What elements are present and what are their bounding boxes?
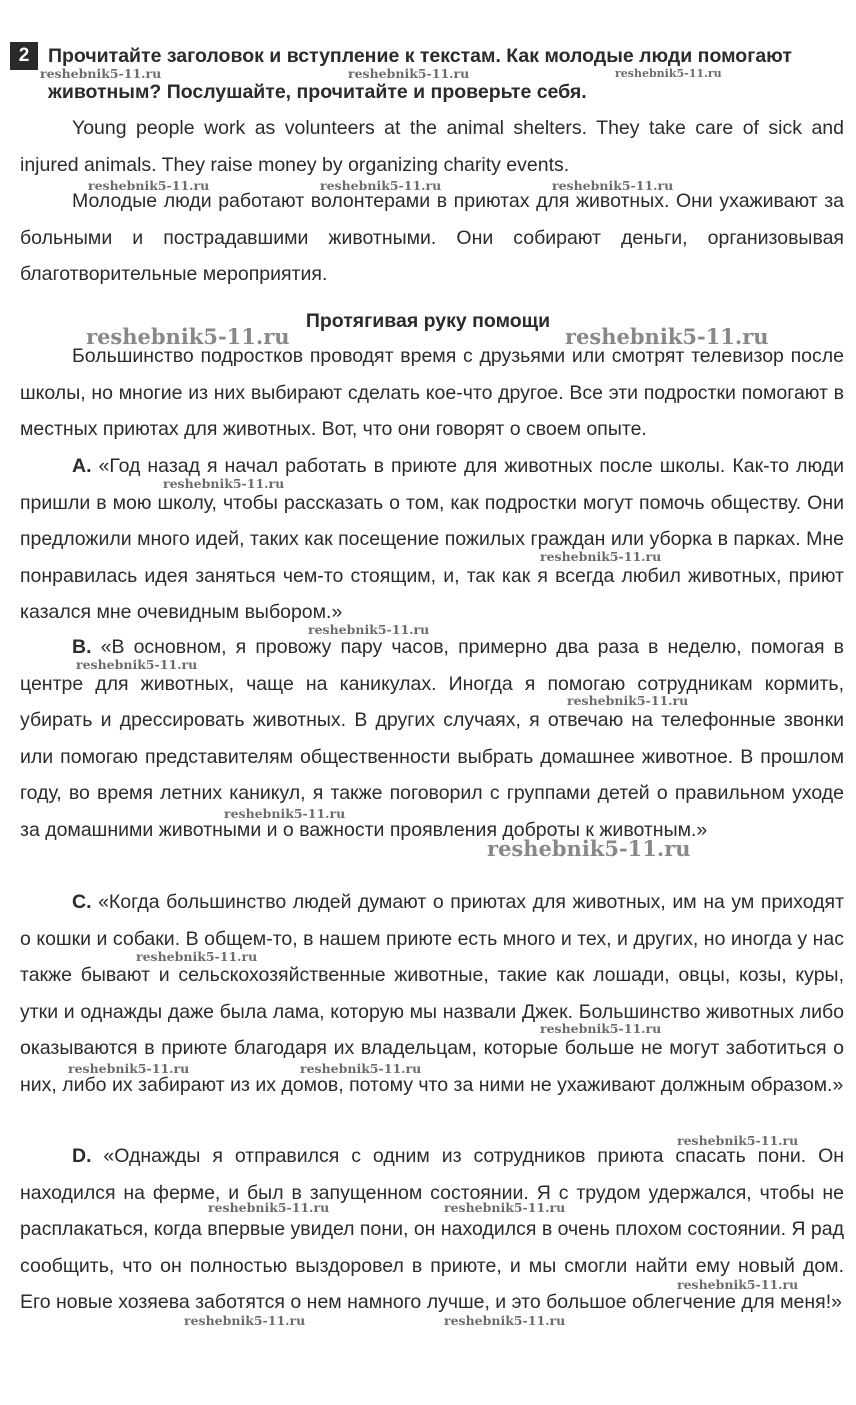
watermark: reshebnik5-11.ru [677,1277,799,1292]
watermark: reshebnik5-11.ru [208,1200,330,1215]
task-instruction: Прочитайте заголовок и вступление к текстам. Как молодые люди помогают животным? Послушайте, прочитайте и проверьте себя. [48,45,792,103]
section-text: «В основном, я провожу пару часов, примерно два раза в неделю, помогая в центре для животных, чаще на каникулах. Иногда я помогаю сотрудникам кормить, убирать и дрессировать животных. В других случаях, я отвечаю на телефонные звонки или помогаю представителям общественности выбрать домашнее животное. В прошлом году, во время летних каникул, я также поговорил с группами детей о правильном уходе за домашними животными и о важности проявления доброты к животным.» [20,636,844,841]
watermark: reshebnik5-11.ru [76,657,198,672]
section-letter: D. [72,1145,92,1167]
watermark: reshebnik5-11.ru [308,622,430,637]
watermark: reshebnik5-11.ru [552,178,674,193]
section-letter: A. [72,455,92,477]
task-number-badge: 2 [10,42,38,70]
watermark: reshebnik5-11.ru [40,66,162,81]
section-a [20,448,844,631]
intro-english: Young people work as volunteers at the animal shelters. They take care of sick and injured animals. They raise money by organizing charity events. [20,117,844,176]
watermark: reshebnik5-11.ru [444,1313,566,1328]
article-title: Протягивая руку помощи [305,310,551,332]
watermark: reshebnik5-11.ru [677,1133,799,1148]
watermark: reshebnik5-11.ru [88,178,210,193]
watermark: reshebnik5-11.ru [567,693,689,708]
watermark: reshebnik5-11.ru [163,476,285,491]
watermark: reshebnik5-11.ru [565,324,769,349]
article-intro: Большинство подростков проводят время с друзьями или смотрят телевизор после школы, но многие из них выбирают сделать кое-что другое. Все эти подростки помогают в местных приютах для животных. Вот, что они говорят о своем опыте. [20,345,844,440]
section-letter: C. [72,891,92,913]
section-text: «Год назад я начал работать в приюте для животных после школы. Как-то люди пришли в мою школу, чтобы рассказать о том, как подростки могут помочь обществу. Они предложили много идей, таких как посещение пожилых граждан или уборка в парках. Мне понравилась идея заняться чем-то стоящим, и, так как я всегда любил животных, приют казался мне очевидным выбором.» [20,455,845,623]
watermark: reshebnik5-11.ru [184,1313,306,1328]
watermark: reshebnik5-11.ru [348,66,470,81]
watermark: reshebnik5-11.ru [487,836,691,861]
watermark: reshebnik5-11.ru [320,178,442,193]
section-text: «Однажды я отправился с одним из сотрудников приюта спасать пони. Он находился на ферме, и был в запущенном состоянии. Я с трудом удержался, чтобы не расплакаться, когда впервые увидел пони, он находился в очень плохом состоянии. Я рад сообщить, что он полностью выздоровел в приюте, и мы смогли найти ему новый дом. Его новые хозяева заботятся о нем намного лучше, и это большое облегчение для меня!» [20,1145,845,1313]
watermark: reshebnik5-11.ru [86,324,290,349]
section-d [20,1138,844,1321]
section-text: «Когда большинство людей думают о приютах для животных, им на ум приходят о кошки и собаки. В общем-то, в нашем приюте есть много и тех, и других, но иногда у нас также бывают и сельскохозяйственные животные, такие как лошади, овцы, козы, куры, утки и однажды даже была лама, которую мы назвали Джек. Большинство животных либо оказываются в приюте благодаря их владельцам, которые больше не могут заботиться о них, либо их забирают из их домов, потому что за ними не ухаживают должным образом.» [20,891,845,1096]
section-letter: B. [72,636,92,658]
watermark: reshebnik5-11.ru [615,67,722,80]
watermark: reshebnik5-11.ru [540,549,662,564]
watermark: reshebnik5-11.ru [444,1200,566,1215]
watermark: reshebnik5-11.ru [68,1061,190,1076]
watermark: reshebnik5-11.ru [300,1061,422,1076]
watermark: reshebnik5-11.ru [224,806,346,821]
watermark: reshebnik5-11.ru [136,949,258,964]
intro-russian: Молодые люди работают волонтерами в приютах для животных. Они ухаживают за больными и пострадавшими животными. Они собирают деньги, организовывая благотворительные мероприятия. [20,190,844,285]
watermark: reshebnik5-11.ru [540,1021,662,1036]
